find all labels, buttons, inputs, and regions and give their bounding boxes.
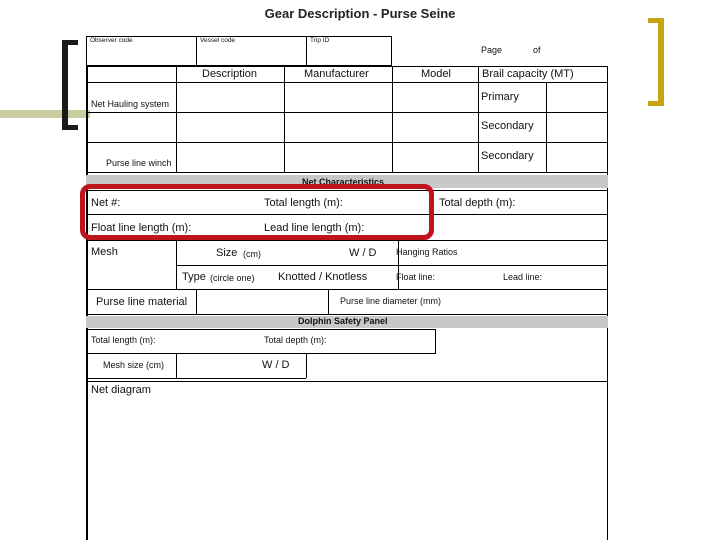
net-number-label: Net #:: [91, 197, 121, 209]
mesh-divider-mid: [176, 265, 398, 266]
brail-secondary-1: Secondary: [481, 120, 534, 132]
purse-bottom: [86, 314, 608, 315]
right-bracket-vertical: [658, 18, 664, 106]
left-bracket-bottom: [62, 125, 78, 130]
vessel-code-label: Vessel code: [200, 37, 236, 44]
dolphin-total-length-label: Total length (m):: [91, 335, 156, 345]
dolphin-row1-top: [86, 329, 436, 330]
t1-header-bottom: [86, 82, 608, 83]
dolphin-panel-header: Dolphin Safety Panel: [298, 316, 388, 326]
t1-col-3: [392, 66, 393, 172]
header-manufacturer: Manufacturer: [304, 68, 369, 80]
form-title: Gear Description - Purse Seine: [264, 6, 456, 21]
net-characteristics-header: Net Characteristics: [302, 177, 385, 187]
dolphin-row2-col: [176, 353, 177, 378]
t1-bottom: [86, 172, 608, 173]
t1-col-2: [284, 66, 285, 172]
header-divider-1: [196, 36, 197, 66]
purse-line-diameter-label: Purse line diameter (mm): [340, 296, 442, 306]
dolphin-row2-right: [306, 353, 307, 378]
net-total-depth-label: Total depth (m):: [439, 197, 516, 209]
purse-col-2: [328, 290, 329, 314]
dolphin-row1-bottom: [86, 353, 436, 354]
mesh-size-unit: (cm): [243, 249, 261, 259]
net-diagram-area[interactable]: [88, 398, 606, 540]
mesh-size-label: Size: [216, 247, 238, 259]
lead-line-length-label: Lead line length (m):: [264, 222, 365, 234]
mesh-label: Mesh: [91, 246, 118, 258]
brail-primary: Primary: [481, 91, 519, 103]
dolphin-row2-bottom: [86, 378, 306, 379]
diagram-top: [86, 381, 608, 382]
row-label-purse-winch: Purse line winch: [106, 158, 172, 168]
mesh-wd: W / D: [349, 247, 377, 259]
dolphin-mesh-size-label: Mesh size (cm): [103, 360, 165, 370]
t1-row1-bottom: [86, 112, 608, 113]
float-line-length-label: Float line length (m):: [91, 222, 192, 234]
t1-top: [86, 66, 608, 67]
highlight-box: [80, 184, 434, 240]
header-description: Description: [202, 68, 258, 80]
purse-col-1: [196, 290, 197, 314]
row-label-net-hauling: Net Hauling system: [91, 99, 170, 109]
t1-col-4: [478, 66, 479, 172]
brail-secondary-2: Secondary: [481, 150, 534, 162]
lead-line-ratio-label: Lead line:: [503, 272, 543, 282]
hanging-divider-mid: [398, 265, 608, 266]
dolphin-total-depth-label: Total depth (m):: [264, 335, 327, 345]
dolphin-row1-right: [435, 329, 436, 353]
left-bracket-top: [62, 40, 78, 45]
t1-col-5: [546, 82, 547, 172]
t1-row2-bottom: [86, 142, 608, 143]
net-diagram-label: Net diagram: [91, 384, 151, 396]
right-bracket-bottom: [648, 101, 664, 106]
purse-line-material-label: Purse line material: [96, 296, 188, 308]
trip-id-label: Trip ID: [310, 37, 330, 44]
net-row2-bottom: [86, 240, 608, 241]
header-brail-capacity: Brail capacity (MT): [482, 68, 574, 80]
mesh-type-hint: (circle one): [210, 273, 255, 283]
header-divider-2: [306, 36, 307, 66]
observer-code-label: Observer code: [90, 37, 133, 44]
float-line-ratio-label: Float line:: [396, 272, 436, 282]
t1-col-1: [176, 66, 177, 172]
page-label: Page: [481, 45, 503, 55]
net-total-length-label: Total length (m):: [264, 197, 343, 209]
dolphin-mesh-wd: W / D: [262, 359, 290, 371]
header-model: Model: [421, 68, 451, 80]
form-right-border: [607, 66, 608, 540]
hanging-ratios-label: Hanging Ratios: [396, 247, 458, 257]
knotted-knotless: Knotted / Knotless: [278, 271, 368, 283]
left-bracket-vertical: [62, 40, 68, 130]
mesh-bottom: [86, 289, 608, 290]
mesh-type-label: Type: [182, 271, 206, 283]
page-of-label: of: [533, 45, 541, 55]
mesh-col-1: [176, 241, 177, 289]
decor-stripe: [0, 110, 90, 118]
